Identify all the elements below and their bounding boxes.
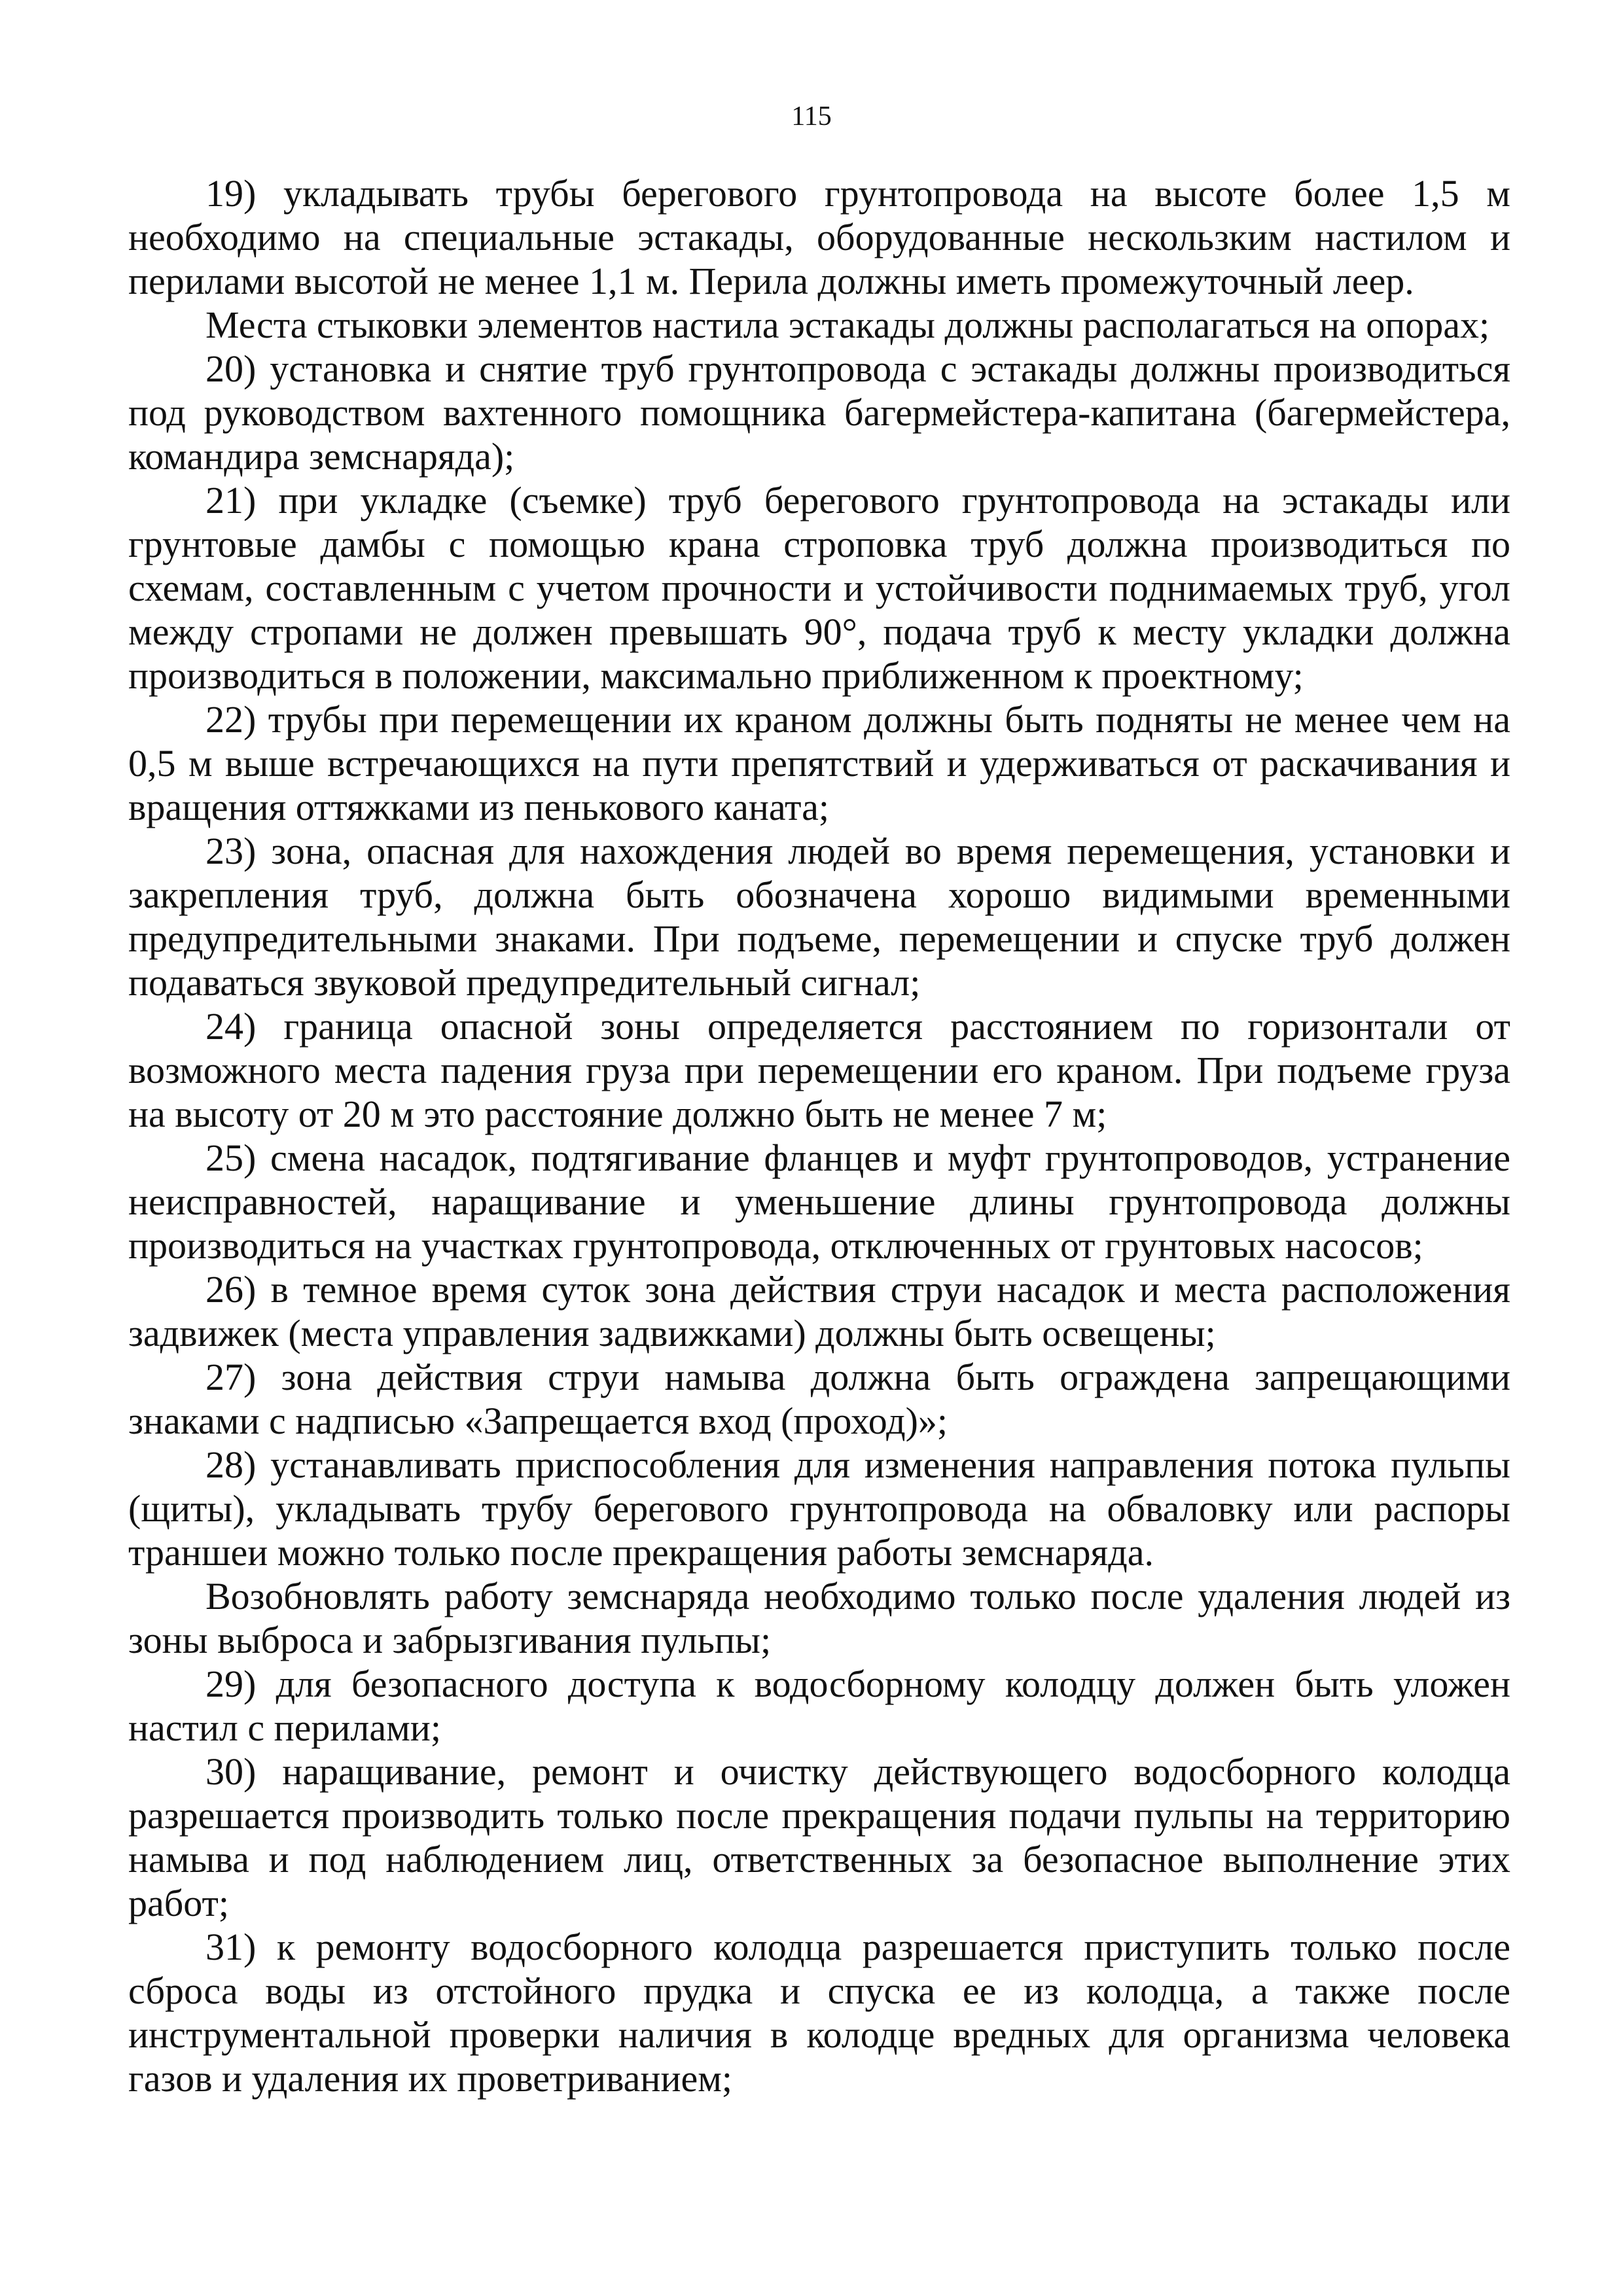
paragraph-26: 26) в темное время суток зона действия струи насадок и места расположения задвижек (места управления задвижками) должны быть освещены;: [128, 1268, 1510, 1354]
paragraph-19-continuation: Места стыковки элементов настила эстакады должны располагаться на опорах;: [205, 304, 1490, 346]
paragraph-28-continuation: Возобновлять работу земснаряда необходимо только после удаления людей из зоны выброса и забрызгивания пульпы;: [128, 1575, 1510, 1661]
paragraph-23: 23) зона, опасная для нахождения людей во время перемещения, установки и закрепления труб, должна быть обозначена хорошо видимыми временными предупредительными знаками. При подъеме, перемещении и спуске труб должен подаваться звуковой предупредительный сигнал;: [128, 830, 1510, 1004]
paragraph-25: 25) смена насадок, подтягивание фланцев и муфт грунтопроводов, устранение неисправностей, наращивание и уменьшение длины грунтопровода должны производиться на участках грунтопровода, отключенных от грунтовых насосов;: [128, 1137, 1510, 1267]
document-body: [128, 171, 1510, 2100]
paragraph-24: 24) граница опасной зоны определяется расстоянием по горизонтали от возможного места падения груза при перемещении его краном. При подъеме груза на высоту от 20 м это расстояние должно быть не менее 7 м;: [128, 1005, 1510, 1135]
paragraph-19: 19) укладывать трубы берегового грунтопровода на высоте более 1,5 м необходимо на специальные эстакады, оборудованные нескользким настилом и перилами высотой не менее 1,1 м. Перила должны иметь промежуточный леер.: [128, 172, 1510, 302]
paragraph-30: 30) наращивание, ремонт и очистку действующего водосборного колодца разрешается производить только после прекращения подачи пульпы на территорию намыва и под наблюдением лиц, ответственных за безопасное выполнение этих работ;: [128, 1750, 1510, 1924]
paragraph-21: 21) при укладке (съемке) труб берегового грунтопровода на эстакады или грунтовые дамбы с помощью крана строповка труб должна производиться по схемам, составленным с учетом прочности и устойчивости поднимаемых труб, угол между стропами не должен превышать 90°, подача труб к месту укладки должна производиться в положении, максимально приближенном к проектному;: [128, 479, 1510, 697]
page-number: 115: [791, 101, 832, 132]
paragraph-31: 31) к ремонту водосборного колодца разрешается приступить только после сброса воды из отстойного прудка и спуска ее из колодца, а также после инструментальной проверки наличия в колодце вредных для организма человека газов и удаления их проветриванием;: [128, 1926, 1510, 2100]
paragraph-29: 29) для безопасного доступа к водосборному колодцу должен быть уложен настил с перилами;: [128, 1663, 1510, 1749]
paragraph-20: 20) установка и снятие труб грунтопровода с эстакады должны производиться под руководством вахтенного помощника багермейстера-капитана (багермейстера, командира земснаряда);: [128, 347, 1510, 478]
paragraph-27: 27) зона действия струи намыва должна быть ограждена запрещающими знаками с надписью «Запрещается вход (проход)»;: [128, 1356, 1510, 1442]
paragraph-22: 22) трубы при перемещении их краном должны быть подняты не менее чем на 0,5 м выше встречающихся на пути препятствий и удерживаться от раскачивания и вращения оттяжками из пенькового каната;: [128, 698, 1510, 828]
paragraph-28: 28) устанавливать приспособления для изменения направления потока пульпы (щиты), укладывать трубу берегового грунтопровода на обваловку или распоры траншеи можно только после прекращения работы земснаряда.: [128, 1443, 1510, 1574]
